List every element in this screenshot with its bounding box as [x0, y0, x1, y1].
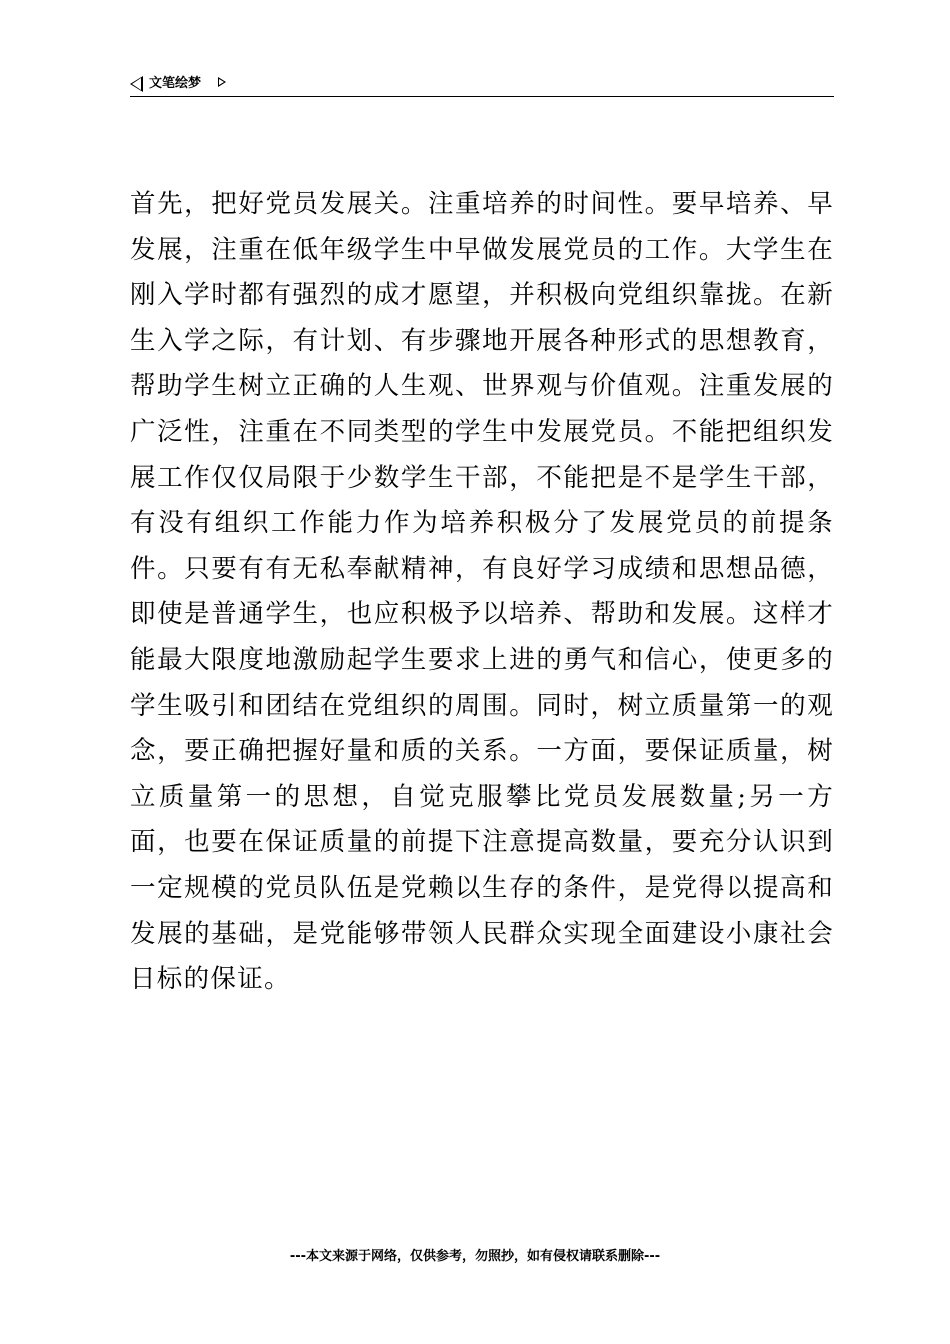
header-divider [130, 96, 834, 97]
footer-disclaimer: ---本文来源于网络，仅供参考，勿照抄，如有侵权请联系删除--- [289, 1249, 661, 1264]
triangle-right-icon [218, 77, 226, 87]
triangle-left-icon [130, 76, 143, 92]
page-header [130, 72, 834, 98]
body-paragraph: 首先，把好党员发展关。注重培养的时间性。要早培养、早发展，注重在低年级学生中早做发展党员的工作。大学生在刚入学时都有强烈的成才愿望，并积极向党组织靠拢。在新生入学之际，有计划、有步骤地开展各种形式的思想教育，帮助学生树立正确的人生观、世界观与价值观。注重发展的广泛性，注重在不同类型的学生中发展党员。不能把组织发展工作仅仅局限于少数学生干部，不能把是不是学生干部，有没有组织工作能力作为培养积极分了发展党员的前提条件。只要有有无私奉献精神，有良好学习成绩和思想品德，即使是普通学生，也应积极予以培养、帮助和发展。这样才能最大限度地激励起学生要求上进的勇气和信心，使更多的学生吸引和团结在党组织的周围。同时，树立质量第一的观念，要正确把握好量和质的关系。一方面，要保证质量，树立质量第一的思想，自觉克服攀比党员发展数量;另一方面，也要在保证质量的前提下注意提高数量，要充分认识到一定规模的党员队伍是党赖以生存的条件，是党得以提高和发展的基础，是党能够带领人民群众实现全面建设小康社会日标的保证。 [130, 189, 834, 995]
header-brand: 文笔绘梦 [149, 76, 202, 91]
